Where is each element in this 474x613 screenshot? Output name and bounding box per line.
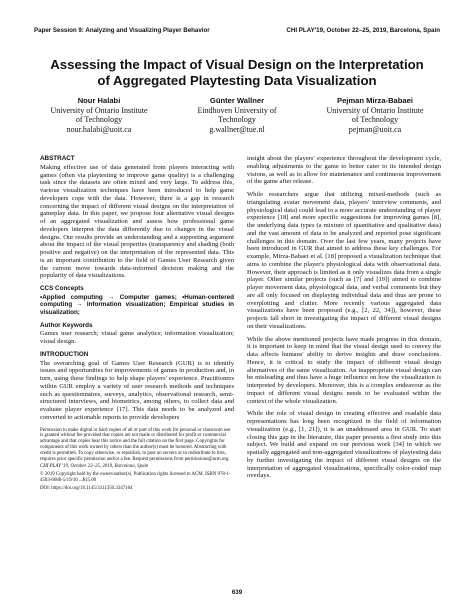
author-email: nour.halabi@uoit.ca bbox=[66, 124, 132, 134]
introduction-text: The overarching goal of Games User Research (GUR) is to identify issues and opportunities for improvements of games in production and, in turn, using these findings to help shape players' experience. Practitioners within GUR employ a variety of user research methods and techniques such as questionnaires, surveys, analytics, observational research, semi-structured interviews, and biometrics, among others, to collect data and evaluate player experience [17]. This data needs to be analyzed and converted to actionable reports to provide developers bbox=[40, 359, 234, 421]
keywords-text: Games user research; visual game analytics; information visualization; visual design. bbox=[40, 330, 234, 346]
ccs-concepts: •Applied computing → Computer games; •Human-centered computing → Information visualization; Empirical studies in visualization; bbox=[40, 293, 234, 316]
body-paragraph: insight about the players' experience throughout the development cycle, enabling adjustments to the game to better cater to its intended design visions, as well as to allow for maintenance and continuous improvement of the game after release. bbox=[247, 155, 441, 186]
copyright-footnote bbox=[40, 428, 234, 492]
keywords-heading: Author Keywords bbox=[40, 321, 93, 329]
left-column bbox=[40, 155, 234, 494]
author-name: Günter Wallner bbox=[209, 96, 265, 105]
author-affiliation: University of Ontario Institute bbox=[50, 105, 148, 115]
page-number: 639 bbox=[231, 589, 243, 596]
author-email: g.wallner@tue.nl bbox=[209, 124, 265, 134]
title-line-2: of Aggregated Playtesting Data Visualization bbox=[97, 73, 377, 88]
author-email: pejman@uoit.ca bbox=[348, 124, 402, 134]
doi-line: DOI: https://doi.org/10.1145/3311350.3347164 bbox=[40, 485, 133, 491]
author-affiliation: University of Ontario Institute bbox=[326, 105, 424, 115]
running-head-right: CHI PLAY'19, October 22–25, 2019, Barcelona, Spain bbox=[286, 27, 440, 34]
paper-title bbox=[20, 57, 454, 89]
right-column bbox=[247, 155, 441, 485]
body-paragraph: While the role of visual design in creating effective and readable data representations has long been recognized in the field of information visualization (e.g., [1, 21]), it is an unaddressed area in GUR. To start closing this gap in the literature, this paper presents a first study into this subject. We build and expand on our previous work [34] in which we spatially aggregated and non-aggregated visualizations of playtesting data by further investigating the impact of different visual designs on the interpretation of aggregated visualizations, specifically color-coded map overlays. bbox=[247, 410, 441, 480]
author-2 bbox=[172, 96, 302, 134]
body-paragraph: While researchers argue that utilizing mixed-methods (such as triangulating avatar movement data, players' interview comments, and physiological data) could lead to a more accurate understanding of player experience [18] and more specific suggestions for improving games [8], the underlying data types (a mixture of quantitative and qualitative data) and the vast amount of data to be analyzed and reported pose significant challenges in this domain. Over the last few years, many projects have been introduced in GUR that aimed to address these key challenges. For example, Mirza-Babaei et al. [18] proposed a visualization technique that aims to combine the player's physiological data with observational data. However, their approach is limited as it only visualizes data from a single player. Other similar projects (such as [7] and [19]) aimed to combine player movement data, physiological data, and verbal comments but they are all only focused on displaying individual data and thus are prone to overplotting and clutter. More recently various aggregated data visualizations have been proposed (e.g., [2, 22, 34]), however, these projects fall short in investigating the impact of different visual designs on their visualizations. bbox=[247, 191, 441, 330]
abstract-heading: ABSTRACT bbox=[40, 155, 75, 162]
venue-line: CHI PLAY '19, October 22–25, 2019, Barcelona, Spain bbox=[40, 464, 149, 470]
running-head bbox=[34, 27, 440, 34]
author-name: Pejman Mirza-Babaei bbox=[337, 96, 413, 105]
running-head-left: Paper Session 9: Analyzing and Visualizing Player Behavior bbox=[34, 27, 210, 34]
abstract-text: Making effective use of data generated from players interacting with games (often via playtesting to improve game quality) is a challenging task since the datasets are often mixed and very large. To address this, various visualization techniques have been introduced to help game developers cope with the data. However, there is a gap in research concerning the impact of different visual designs on the interpretation of gameplay data. In this paper, we propose four alternative visual designs of an aggregated visualization and assess how professional game developers interpret the data differently due to changes in the visual designs. Our results provide an understanding and a supporting argument about the impact of the visual properties (transparency and shading (both positive and negative) on the interpretation of the represented data. This is an important contribution to the field of Games User Research given the current move towards data-informed decision making and the popularity of data visualizations. bbox=[40, 163, 234, 280]
author-affiliation: of Technology bbox=[351, 115, 399, 125]
author-affiliation: Technology bbox=[218, 115, 256, 125]
copyright-line: © 2019 Copyright held by the owner/author(s). Publication rights licensed to ACM. ISBN 978-1-4503-6688-5/19/10 ...$15.00 bbox=[40, 472, 231, 483]
ccs-heading: CCS Concepts bbox=[40, 285, 84, 292]
author-affiliation: Eindhoven University of bbox=[197, 105, 277, 115]
author-3 bbox=[310, 96, 440, 134]
introduction-heading: INTRODUCTION bbox=[40, 350, 89, 358]
body-paragraph: While the above mentioned projects have made progress in this domain, it is important to keep in mind that the visual design used to convey the data affects humans' ability to derive insights and draw conclusions. Hence, it is critical to study the impact of different visual design alternatives of the same visualization. An inappropriate visual design can be misleading and thus have a huge influence on how the visualization is interpreted by developers. Moreover, this is a complex endeavour as the impact of different visual designs needs to be evaluated within the context of the whole visualization. bbox=[247, 335, 441, 405]
permission-statement: Permission to make digital or hard copies of all or part of this work for personal or classroom use is granted without fee provided that copies are not made or distributed for profit or commercial advantage and that copies bear this notice and the full citation on the first page. Copyrights for components of this work owned by others than the author(s) must be honored. Abstracting with credit is permitted. To copy otherwise, or republish, to post on servers or to redistribute to lists, requires prior specific permission and/or a fee. Request permissions from permissions@acm.org. bbox=[40, 427, 231, 462]
author-name: Nour Halabi bbox=[77, 96, 121, 105]
title-line-1: Assessing the Impact of Visual Design on the Interpretation bbox=[50, 57, 424, 72]
author-block bbox=[34, 96, 440, 134]
author-1 bbox=[34, 96, 164, 134]
author-affiliation: of Technology bbox=[75, 115, 123, 125]
